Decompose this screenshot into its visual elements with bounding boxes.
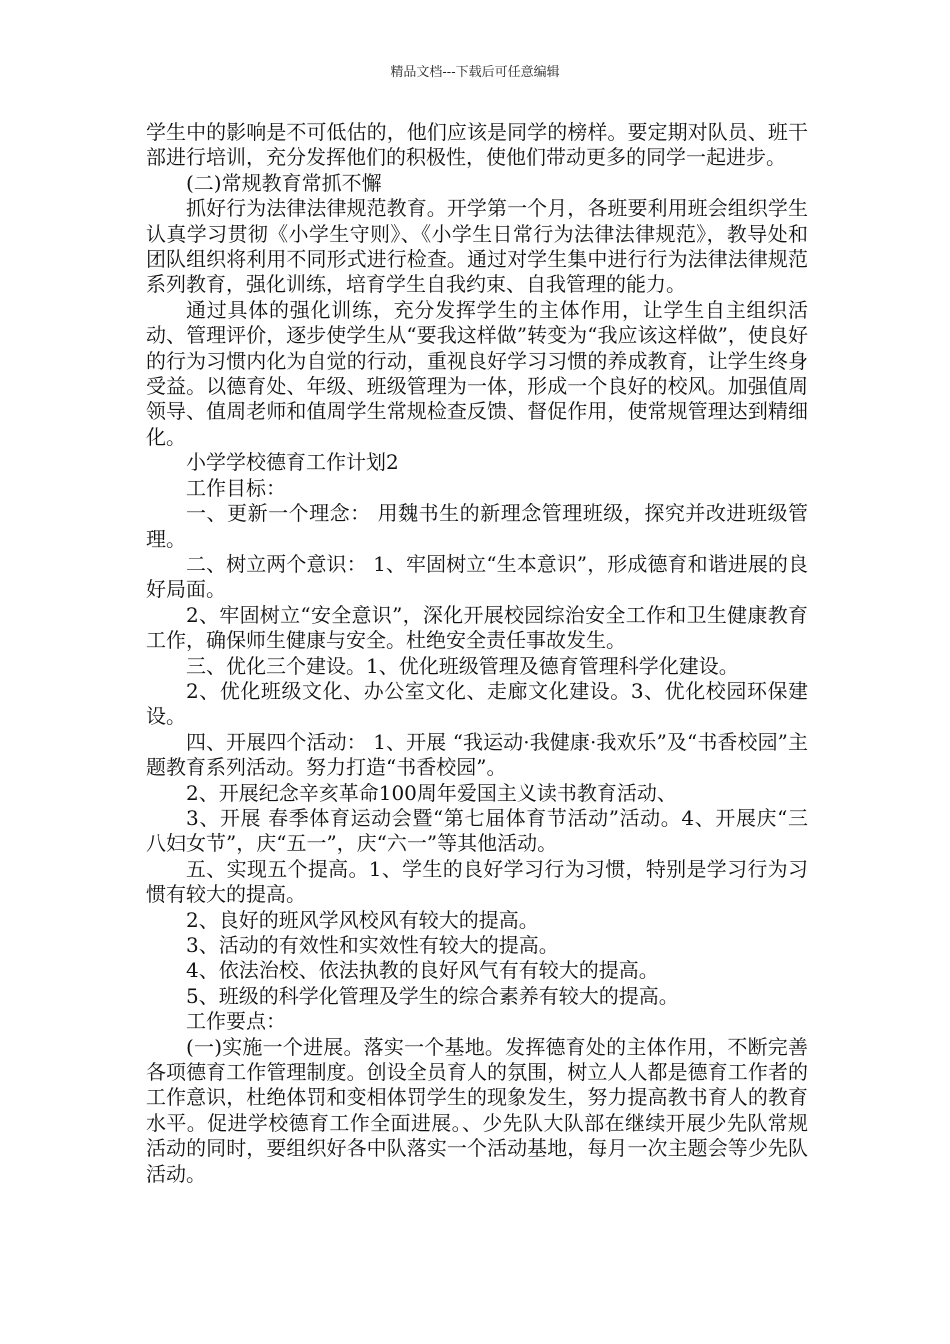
body-paragraph: 学生中的影响是不可低估的，他们应该是同学的榜样。要定期对队员、班干部进行培训，充分发挥他们的积极性，使他们带动更多的同学一起进步。 <box>146 120 808 170</box>
body-paragraph: 5、班级的科学化管理及学生的综合素养有较大的提高。 <box>186 983 679 1008</box>
body-paragraph: 2、牢固树立“安全意识”，深化开展校园综治安全工作和卫生健康教育工作，确保师生健康与安全。杜绝安全责任事故发生。 <box>146 602 808 653</box>
body-paragraph: 2、良好的班风学风校风有较大的提高。 <box>186 907 539 932</box>
body-paragraph: 2、优化班级文化、办公室文化、走廊文化建设。3、优化校园环保建设。 <box>146 678 808 729</box>
body-paragraph: 3、开展 春季体育运动会暨“第七届体育节活动”活动。4、开展庆“三八妇女节”，庆“五一”，庆“六一”等其他活动。 <box>146 805 808 856</box>
body-paragraph: 三、优化三个建设。1、优化班级管理及德育管理科学化建设。 <box>186 653 739 678</box>
body-paragraph: 二、树立两个意识： 1、牢固树立“生本意识”，形成德育和谐进展的良好局面。 <box>146 551 808 602</box>
body-paragraph: 小学学校德育工作计划2 <box>186 450 399 475</box>
body-paragraph: (二)常规教育常抓不懈 <box>186 170 382 195</box>
body-paragraph: (一)实施一个进展。落实一个基地。发挥德育处的主体作用，不断完善各项德育工作管理制度。创设全员育人的氛围，树立人人都是德育工作者的工作意识，杜绝体罚和变相体罚学生的现象发生，努力提高教书育人的教育水平。促进学校德育工作全面进展。、少先队大队部在继续开展少先队常规活动的同时，要组织好各中队落实一个活动基地，每月一次主题会等少先队活动。 <box>146 1034 808 1186</box>
page-header: 精品文档---下载后可任意编辑 <box>390 65 560 80</box>
body-paragraph: 通过具体的强化训练，充分发挥学生的主体作用，让学生自主组织活动、管理评价，逐步使学生从“要我这样做”转变为“我应该这样做”，使良好的行为习惯内化为自觉的行动，重视良好学习习惯的养成教育，让学生终身受益。以德育处、年级、班级管理为一体，形成一个良好的校风。加强值周领导、值周老师和值周学生常规检查反馈、督促作用，使常规管理达到精细化。 <box>146 297 808 449</box>
body-paragraph: 五、实现五个提高。1、学生的良好学习行为习惯，特别是学习行为习惯有较大的提高。 <box>146 856 808 907</box>
body-paragraph: 一、更新一个理念： 用魏书生的新理念管理班级，探究并改进班级管理。 <box>146 501 808 551</box>
body-paragraph: 2、开展纪念辛亥革命100周年爱国主义读书教育活动、 <box>186 780 677 805</box>
body-paragraph: 四、开展四个活动： 1、开展 “我运动·我健康·我欢乐”及“书香校园”主题教育系列活动。努力打造“书香校园”。 <box>146 729 808 780</box>
body-paragraph: 3、活动的有效性和实效性有较大的提高。 <box>186 933 559 957</box>
body-paragraph: 工作目标： <box>186 475 286 500</box>
document-body <box>146 120 808 1187</box>
body-paragraph: 4、依法治校、依法执教的良好风气有有较大的提高。 <box>186 958 659 983</box>
body-paragraph: 抓好行为法律法律规范教育。开学第一个月，各班要利用班会组织学生认真学习贯彻《小学生守则》、《小学生日常行为法律法律规范》，教导处和团队组织将利用不同形式进行检查。通过对学生集中进行行为法律法律规范系列教育，强化训练，培育学生自我约束、自我管理的能力。 <box>146 196 808 297</box>
body-paragraph: 工作要点： <box>186 1009 286 1034</box>
